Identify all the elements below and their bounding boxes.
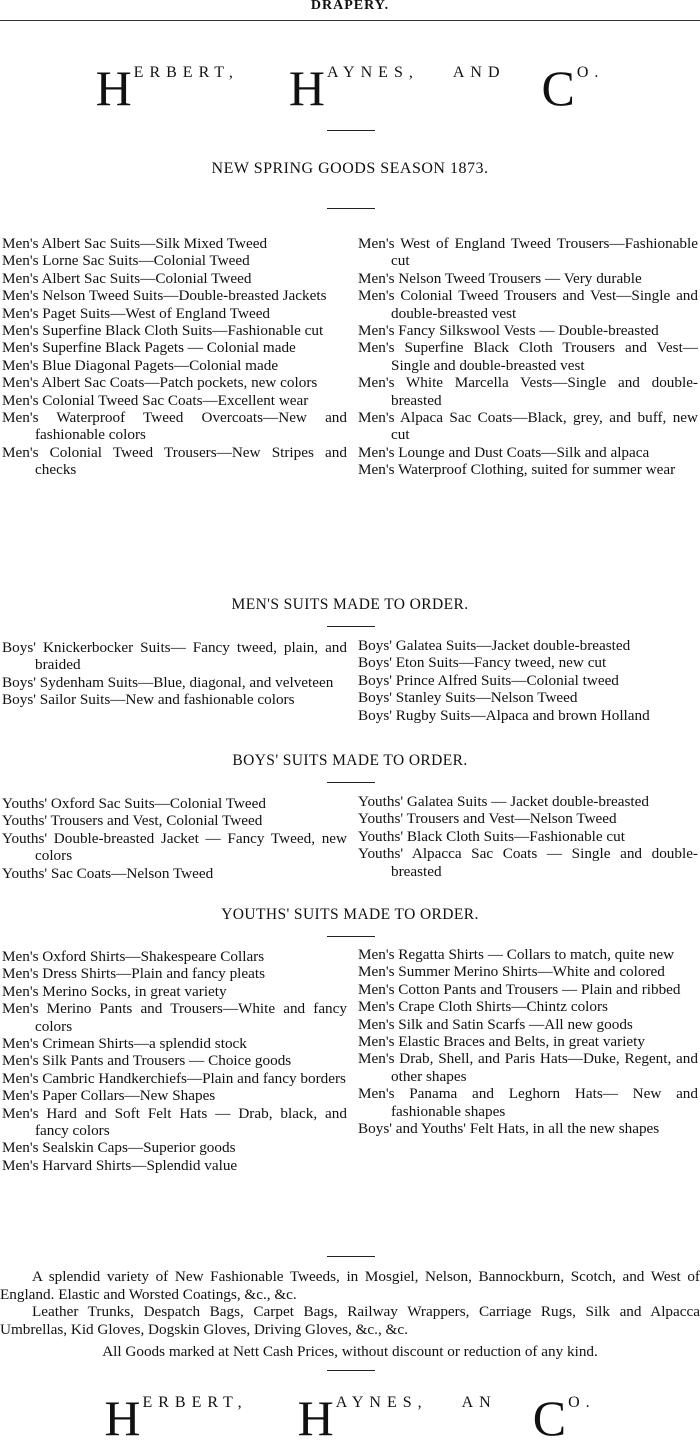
list-item: Men's Sealskin Caps—Superior goods [2, 1139, 236, 1157]
list-item: Men's Alpaca Sac Coats—Black, grey, and buff, new cut [358, 409, 698, 444]
list-item: Men's Albert Sac Suits—Colonial Tweed [2, 269, 252, 287]
firm-initial-h1: H [95, 60, 132, 116]
list-item: Boys' Stanley Suits—Nelson Tweed [358, 689, 578, 707]
list-item: Men's Waterproof Clothing, suited for summer wear [358, 461, 676, 479]
list-item: Men's West of England Tweed Trousers—Fashionable cut [358, 235, 698, 270]
divider [327, 208, 375, 209]
list-item: Boys' Sailor Suits—New and fashionable colors [2, 691, 295, 709]
list-item: Men's Silk Pants and Trousers — Choice goods [2, 1052, 292, 1070]
paragraph: Leather Trunks, Despatch Bags, Carpet Bags, Railway Wrappers, Carriage Rugs, Silk and Alpacca Umbrellas, Kid Gloves, Dogskin Gloves, Driving Gloves, &c., &c. [0, 1303, 700, 1338]
firm-word-haynes: AYNES, [326, 64, 419, 81]
list-item: Youths' Trousers and Vest—Nelson Tweed [358, 810, 617, 828]
list-item: Men's Crimean Shirts—a splendid stock [2, 1035, 247, 1053]
firm-word-haynes: AYNES, [335, 1394, 428, 1411]
list-item: Men's White Marcella Vests—Single and double-breasted [358, 374, 698, 409]
list-item: Boys' Knickerbocker Suits— Fancy tweed, plain, and braided [2, 639, 347, 674]
list-item: Youths' Sac Coats—Nelson Tweed [2, 864, 214, 882]
list-item: Men's Drab, Shell, and Paris Hats—Duke, Regent, and other shapes [358, 1050, 698, 1085]
firm-name-top [0, 58, 700, 116]
divider [327, 130, 375, 131]
paragraph: A splendid variety of New Fashionable Tweeds, in Mosgiel, Nelson, Bannockburn, Scotch, and West of England. Elastic and Worsted Coatings, &c., &c. [0, 1268, 700, 1303]
header-rule [0, 20, 700, 21]
firm-name-bottom [0, 1388, 700, 1446]
list-item: Youths' Black Cloth Suits—Fashionable cut [358, 827, 625, 845]
firm-word-herbert: ERBERT, [133, 64, 239, 81]
mens-left-column [2, 235, 347, 479]
list-item: Youths' Double-breasted Jacket — Fancy Tweed, new colors [2, 829, 347, 865]
divider [327, 782, 375, 783]
firm-initial-c: C [532, 1390, 567, 1446]
list-item: Men's Superfine Black Cloth Suits—Fashionable cut [2, 322, 324, 340]
boys-left-column [2, 639, 347, 709]
list-item: Men's Colonial Tweed Trousers—New Stripes and checks [2, 443, 347, 479]
list-item: Men's Hard and Soft Felt Hats — Drab, black, and fancy colors [2, 1104, 347, 1140]
boys-heading: BOYS' SUITS MADE TO ORDER. [232, 752, 468, 769]
firm-word-and: AND [452, 64, 506, 81]
firm-word-co: O. [568, 1394, 596, 1411]
accessories-left-column [2, 948, 347, 1174]
list-item: Boys' Galatea Suits—Jacket double-breasted [358, 637, 631, 654]
list-item: Men's Colonial Tweed Sac Coats—Excellent wear [2, 391, 309, 409]
list-item: Men's Lounge and Dust Coats—Silk and alpaca [358, 443, 650, 461]
list-item: Men's Lorne Sac Suits—Colonial Tweed [2, 252, 250, 270]
list-item: Men's Harvard Shirts—Splendid value [2, 1156, 238, 1174]
list-item: Men's Superfine Black Pagets — Colonial made [2, 339, 296, 357]
list-item: Youths' Galatea Suits — Jacket double-breasted [358, 793, 649, 810]
list-item: Men's Albert Sac Suits—Silk Mixed Tweed [2, 235, 268, 252]
divider [327, 936, 375, 937]
list-item: Men's Fancy Silkswool Vests — Double-breasted [358, 322, 659, 340]
firm-initial-c: C [541, 60, 575, 116]
list-item: Men's Summer Merino Shirts—White and colored [358, 963, 665, 981]
firm-word-co: O. [576, 64, 605, 81]
list-item: Boys' and Youths' Felt Hats, in all the new shapes [358, 1120, 660, 1138]
season-title: NEW SPRING GOODS SEASON 1873. [211, 160, 489, 177]
youths-heading: YOUTHS' SUITS MADE TO ORDER. [221, 906, 479, 923]
list-item: Men's Superfine Black Cloth Trousers and Vest—Single and double-breasted vest [358, 339, 698, 374]
list-item: Men's Cotton Pants and Trousers — Plain and ribbed [358, 980, 681, 998]
divider [327, 1256, 375, 1257]
firm-initial-h2: H [297, 1390, 334, 1446]
list-item: Men's Paget Suits—West of England Tweed [2, 304, 271, 322]
list-item: Youths' Oxford Sac Suits—Colonial Tweed [2, 795, 266, 812]
list-item: Men's Elastic Braces and Belts, in great variety [358, 1033, 645, 1051]
list-item: Men's Blue Diagonal Pagets—Colonial made [2, 356, 279, 374]
firm-initial-h1: H [104, 1390, 141, 1446]
boys-right-column [358, 637, 698, 724]
list-item: Men's Nelson Tweed Suits—Double-breasted Jackets [2, 287, 327, 305]
divider [327, 626, 375, 627]
list-item: Youths' Alpacca Sac Coats — Single and double-breasted [358, 845, 698, 880]
mens-right-column [358, 235, 698, 479]
list-item: Men's Silk and Satin Scarfs —All new goods [358, 1015, 633, 1033]
list-item: Men's Oxford Shirts—Shakespeare Collars [2, 948, 265, 965]
tweeds-paragraph [0, 1268, 700, 1338]
list-item: Youths' Trousers and Vest, Colonial Tweed [2, 812, 263, 830]
divider [327, 1370, 375, 1371]
list-item: Men's Merino Pants and Trousers—White and fancy colors [2, 1000, 347, 1035]
closing-note: All Goods marked at Nett Cash Prices, without discount or reduction of any kind. [102, 1343, 598, 1360]
list-item: Men's Colonial Tweed Trousers and Vest—Single and double-breasted vest [358, 287, 698, 322]
list-item: Men's Regatta Shirts — Collars to match, quite new [358, 946, 675, 963]
list-item: Men's Crape Cloth Shirts—Chintz colors [358, 998, 608, 1016]
list-item: Men's Panama and Leghorn Hats— New and fashionable shapes [358, 1085, 698, 1120]
youths-left-column [2, 795, 347, 882]
youths-right-column [358, 793, 698, 880]
mens-heading: MEN'S SUITS MADE TO ORDER. [231, 596, 469, 613]
list-item: Men's Cambric Handkerchiefs—Plain and fancy borders [2, 1069, 346, 1087]
firm-initial-h2: H [288, 60, 325, 116]
list-item: Men's Waterproof Tweed Overcoats—New and fashionable colors [2, 409, 347, 444]
list-item: Men's Dress Shirts—Plain and fancy pleats [2, 965, 265, 983]
list-item: Men's Nelson Tweed Trousers — Very durable [358, 269, 642, 287]
list-item: Boys' Sydenham Suits—Blue, diagonal, and velveteen [2, 673, 334, 691]
section-header: DRAPERY. [310, 0, 390, 13]
list-item: Boys' Rugby Suits—Alpaca and brown Holland [358, 706, 650, 724]
firm-word-an: AN [461, 1394, 497, 1411]
list-item: Men's Paper Collars—New Shapes [2, 1087, 216, 1105]
list-item: Boys' Eton Suits—Fancy tweed, new cut [358, 654, 607, 672]
list-item: Boys' Prince Alfred Suits—Colonial tweed [358, 671, 619, 689]
firm-word-herbert: ERBERT, [142, 1394, 248, 1411]
list-item: Men's Merino Socks, in great variety [2, 982, 227, 1000]
list-item: Men's Albert Sac Coats—Patch pockets, new colors [2, 374, 318, 392]
accessories-right-column [358, 946, 698, 1137]
